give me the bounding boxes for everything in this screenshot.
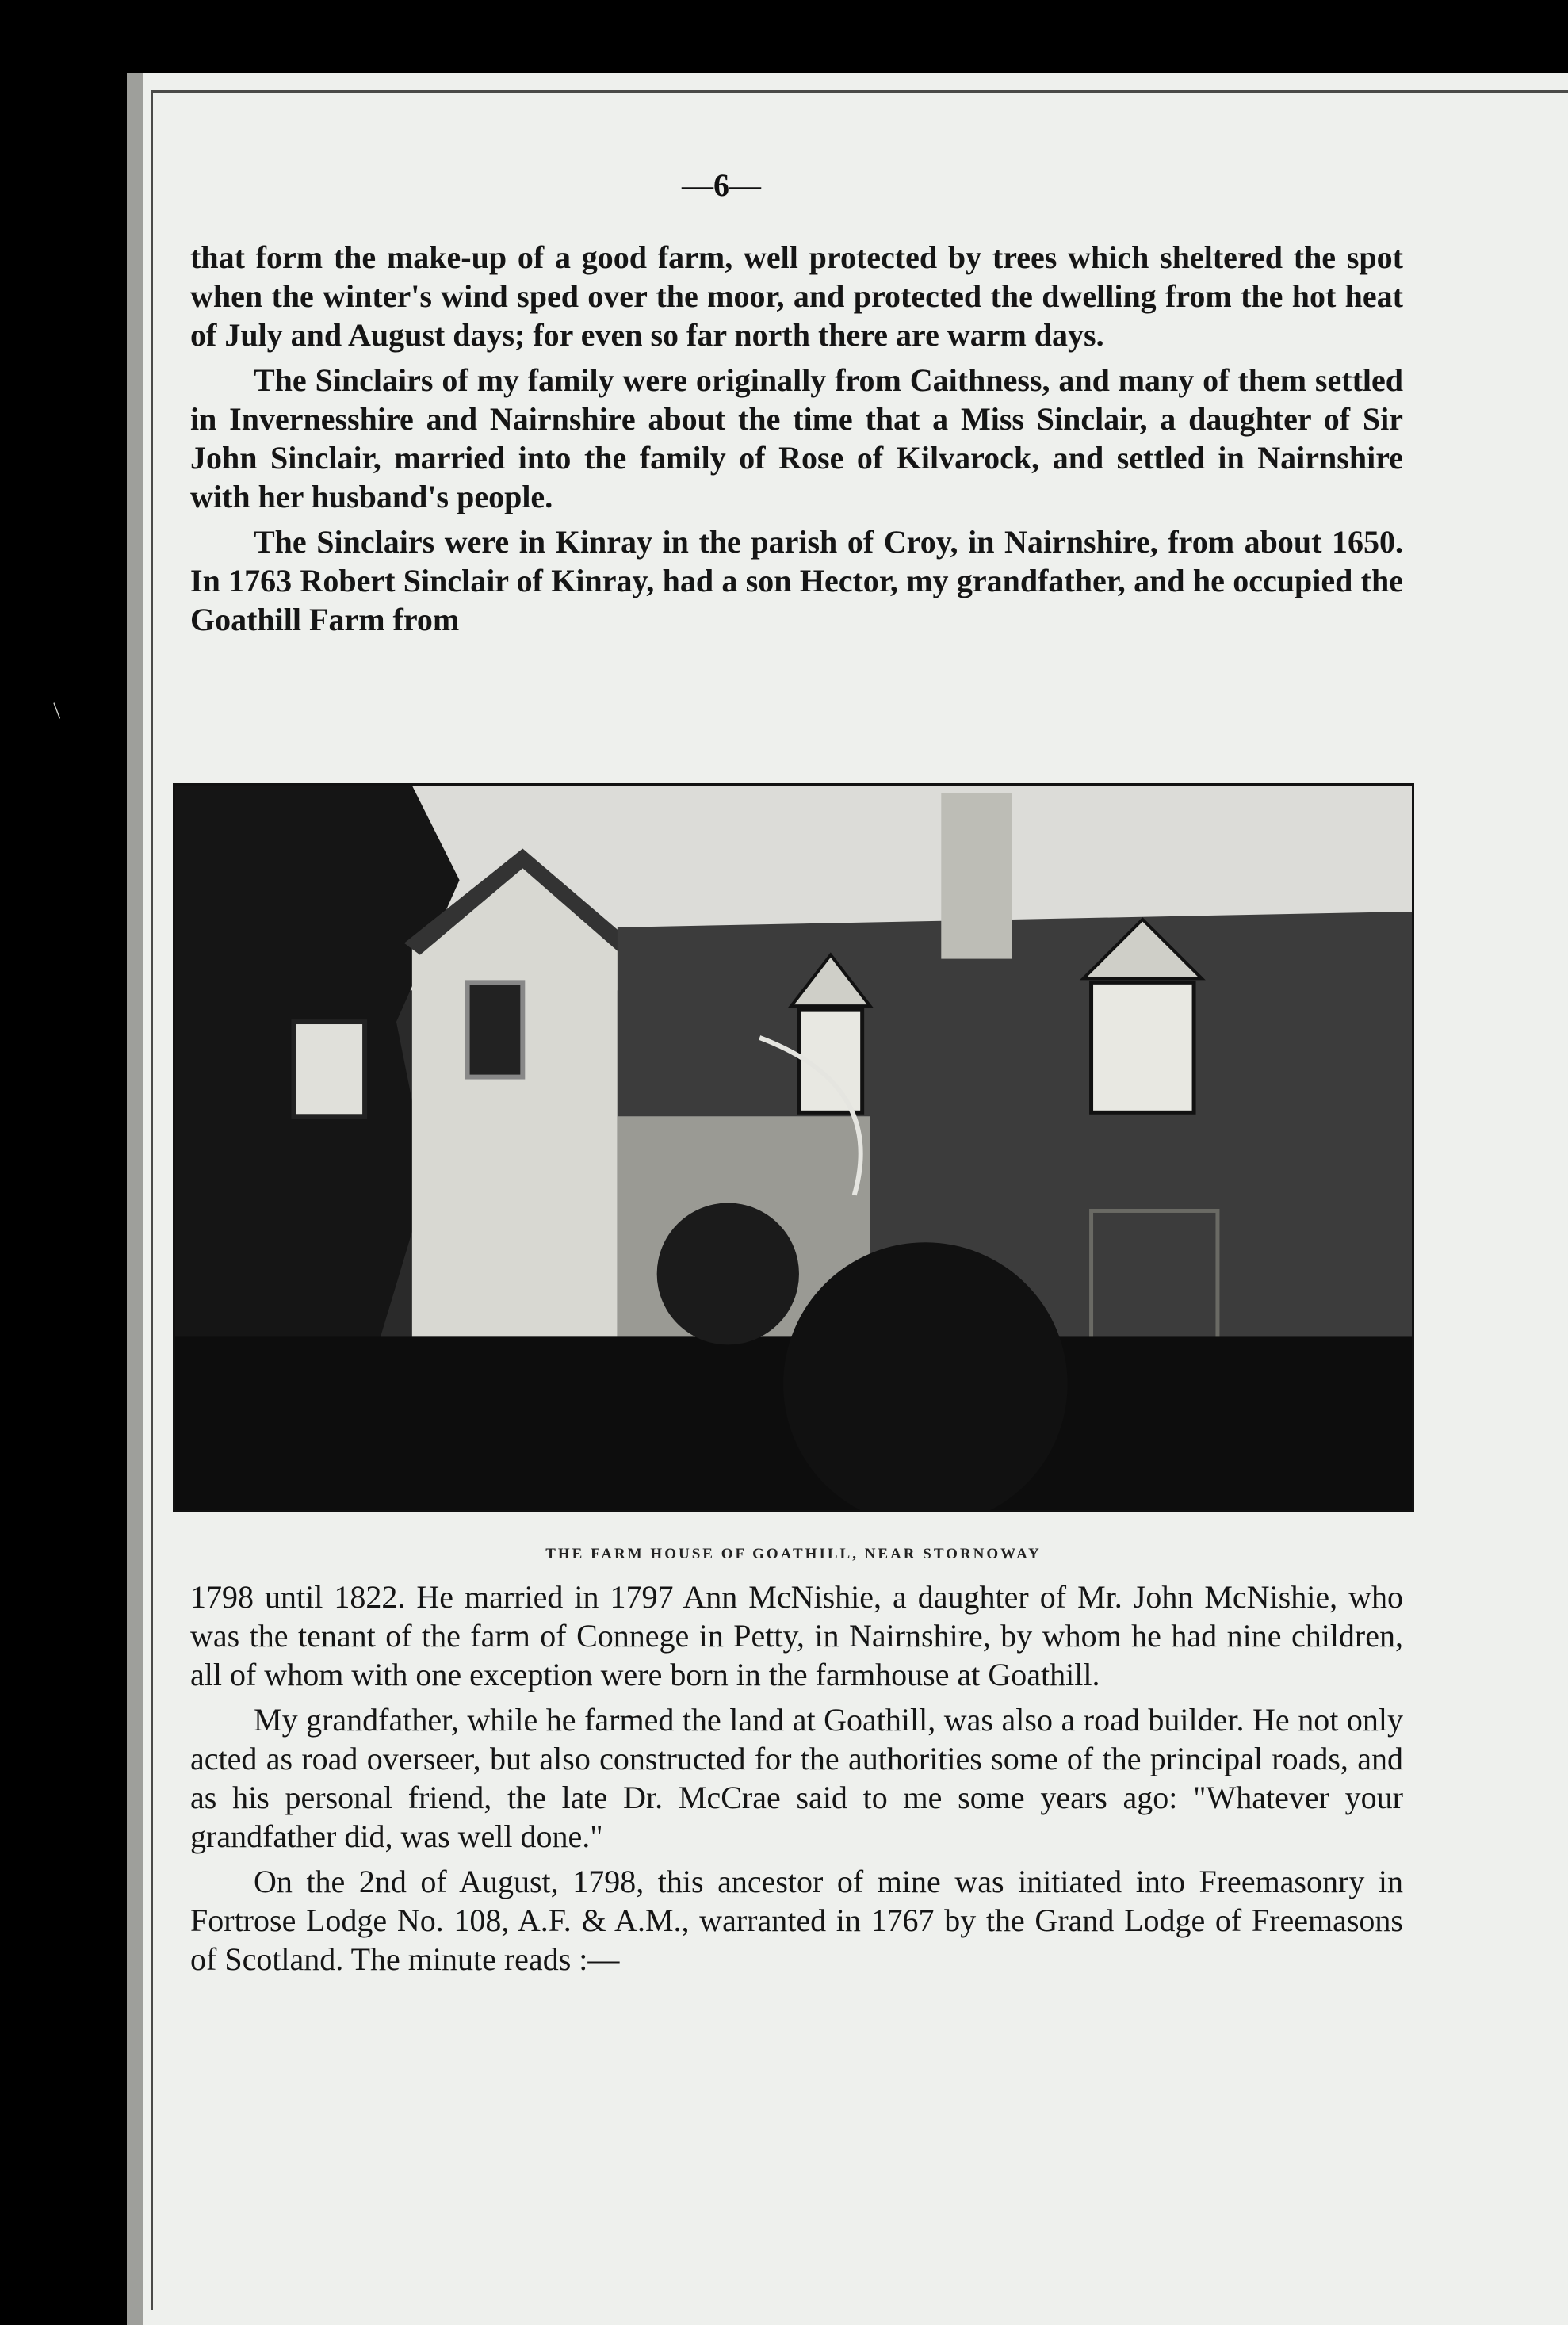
- photo-caption: THE FARM HOUSE OF GOATHILL, NEAR STORNOWAY: [545, 1546, 1042, 1562]
- paragraph-6: On the 2nd of August, 1798, this ancestor of mine was initiated into Freemasonry in Fortrose Lodge No. 108, A.F. & A.M., warranted in 1767 by the Grand Lodge of Freemasons of Scotland. The minute reads :—: [190, 1864, 1403, 1977]
- page-number: —6—: [682, 167, 761, 203]
- farmhouse-illustration: [175, 786, 1412, 1510]
- farmhouse-photo: [173, 783, 1414, 1512]
- paragraph-4: 1798 until 1822. He married in 1797 Ann McNishie, a daughter of Mr. John McNishie, who was the tenant of the farm of Connege in Petty, in Nairnshire, by whom he had nine children, all of whom with one exception were born in the farmhouse at Goathill.: [190, 1579, 1403, 1692]
- text-block-top: [190, 238, 1403, 645]
- margin-pencil-mark: /: [46, 698, 68, 723]
- text-block-bottom: [190, 1577, 1403, 1985]
- paragraph-2: The Sinclairs of my family were originally from Caithness, and many of them settled in Invernesshire and Nairnshire about the time that a Miss Sinclair, a daughter of Sir John Sinclair, married into the family of Rose of Kilvarock, and settled in Nairnshire with her husband's people.: [190, 362, 1403, 514]
- paragraph-3: The Sinclairs were in Kinray in the parish of Croy, in Nairnshire, from about 1650. In 1763 Robert Sinclair of Kinray, had a son Hector, my grandfather, and he occupied the Goathill Farm from: [190, 524, 1403, 637]
- paragraph-1: that form the make-up of a good farm, well protected by trees which sheltered the spot when the winter's wind sped over the moor, and protected the dwelling from the hot heat of July and August days; for even so far north there are warm days.: [190, 239, 1403, 353]
- paragraph-5: My grandfather, while he farmed the land at Goathill, was also a road builder. He not only acted as road overseer, but also constructed for the authorities some of the principal roads, and as his personal friend, the late Dr. McCrae said to me some years ago: "Whatever your grandfather did, was well done.": [190, 1702, 1403, 1854]
